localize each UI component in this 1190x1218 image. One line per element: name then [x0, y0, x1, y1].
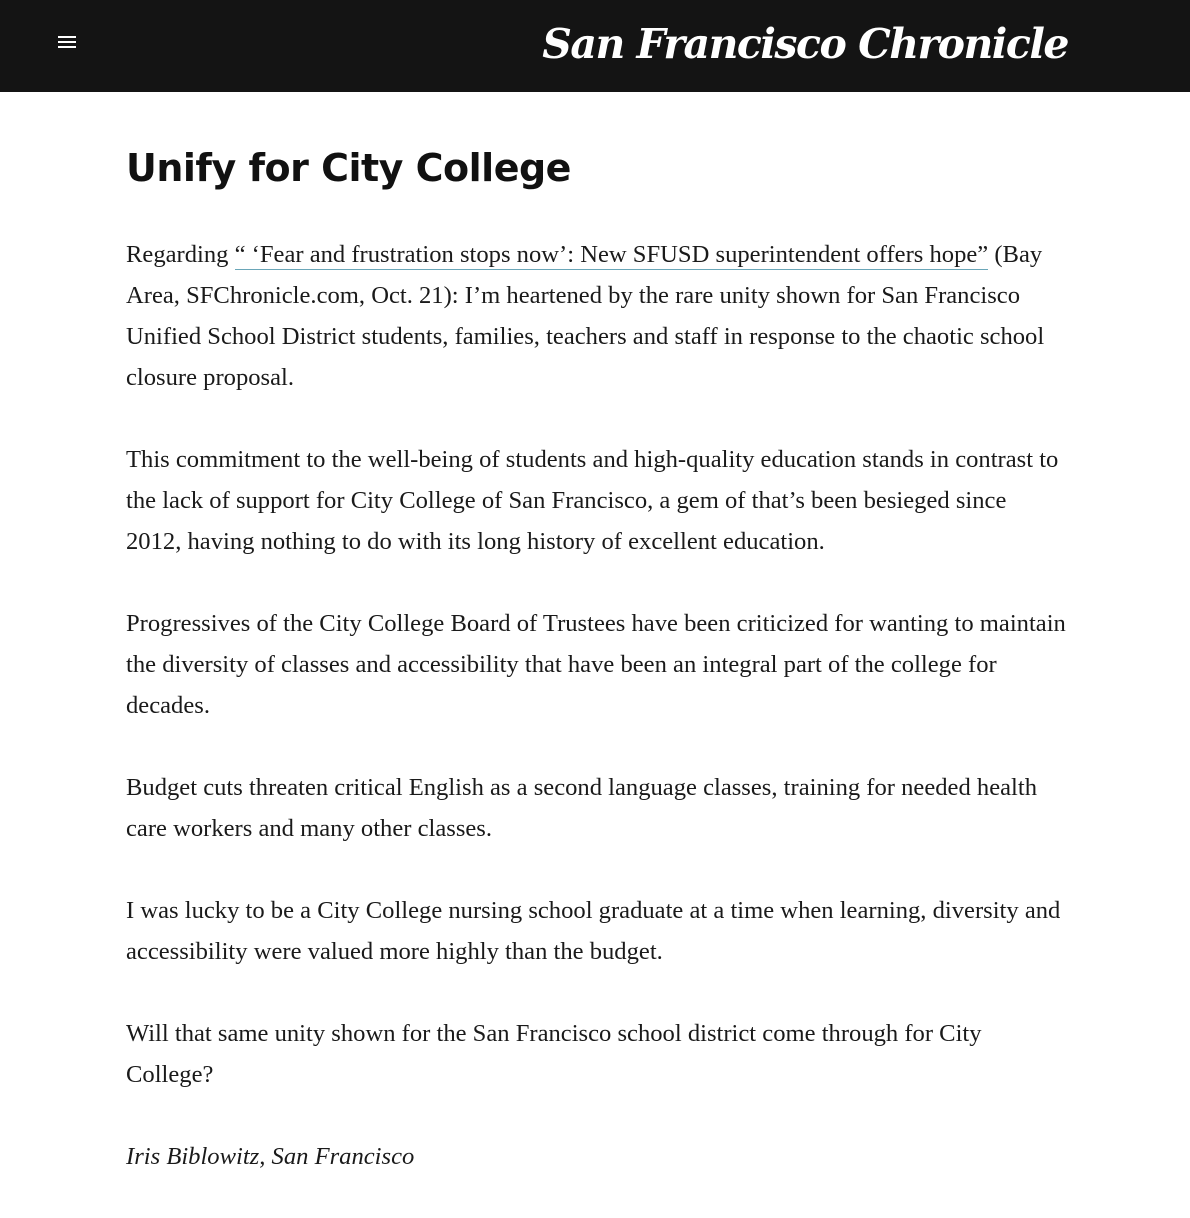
- article-paragraph: [126, 234, 1066, 398]
- hamburger-menu-icon[interactable]: [50, 26, 84, 58]
- related-article-link[interactable]: “ ‘Fear and frustration stops now’: New SFUSD superintendent offers hope”: [234, 241, 989, 268]
- article-paragraph: This commitment to the well-being of students and high-quality education stands in contrast to the lack of support for City College of San Francisco, a gem of that’s been besieged since 2012, having nothing to do with its long history of excellent education.: [126, 446, 1059, 555]
- paragraph-text: (Bay Area, SFChronicle.com, Oct. 21): I’m heartened by the rare unity shown for San Francisco Unified School District students, families, teachers and staff in response to the chaotic school closure proposal.: [126, 241, 1045, 391]
- article-body: [126, 234, 1066, 1177]
- top-navigation-bar: [0, 0, 1190, 92]
- letter-signature: Iris Biblowitz, San Francisco: [126, 1143, 415, 1170]
- article-paragraph: Progressives of the City College Board of Trustees have been criticized for wanting to maintain the diversity of classes and accessibility that have been an integral part of the college for decades.: [126, 610, 1066, 719]
- article-paragraph: Will that same unity shown for the San Francisco school district come through for City College?: [126, 1020, 982, 1088]
- article: [126, 140, 1066, 1218]
- masthead-logo[interactable]: San Francisco Chronicle: [542, 20, 1068, 68]
- article-paragraph: I was lucky to be a City College nursing school graduate at a time when learning, diversity and accessibility were valued more highly than the budget.: [126, 897, 1061, 965]
- paragraph-lead-text: Regarding: [126, 241, 235, 268]
- article-paragraph: Budget cuts threaten critical English as a second language classes, training for needed health care workers and many other classes.: [126, 774, 1038, 842]
- article-title: Unify for City College: [126, 146, 571, 190]
